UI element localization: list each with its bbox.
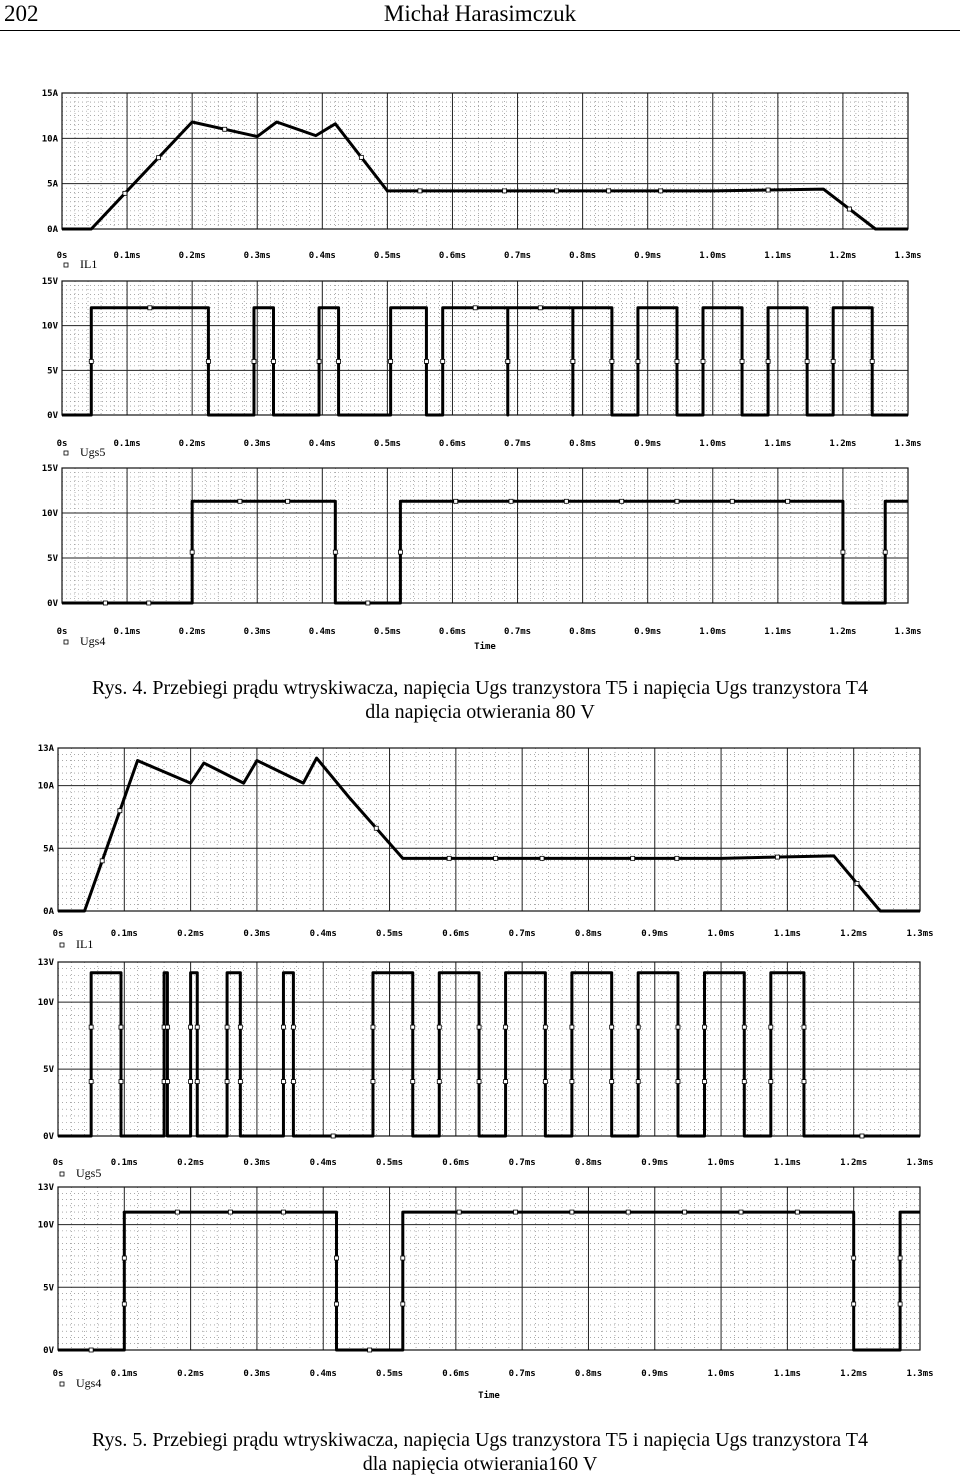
trace-ugs5 [62, 308, 908, 415]
x-tick-label: 0.2ms [177, 1369, 205, 1379]
trace-marker [766, 359, 770, 363]
y-tick-label: 10V [41, 321, 58, 332]
trace-marker [636, 1025, 640, 1029]
y-tick-label: 13A [37, 744, 54, 754]
x-tick-label: 1.2ms [840, 1369, 868, 1379]
trace-marker [374, 826, 378, 830]
trace-marker [447, 856, 451, 860]
y-tick-label: 5V [47, 554, 58, 564]
trace-marker [730, 499, 734, 503]
x-tick-label: 0.3ms [243, 439, 271, 449]
trace-marker [564, 499, 568, 503]
x-tick-label: 1.3ms [894, 251, 922, 261]
trace-marker [477, 1025, 481, 1029]
trace-marker [165, 1025, 169, 1029]
trace-marker [509, 499, 513, 503]
trace-marker [189, 1080, 193, 1084]
trace-marker [504, 1080, 508, 1084]
trace-marker [675, 499, 679, 503]
trace-marker [775, 855, 779, 859]
trace-marker [401, 1256, 405, 1260]
trace-marker [841, 550, 845, 554]
x-tick-label: 0.6ms [438, 627, 467, 637]
x-tick-label: 1.1ms [773, 929, 801, 939]
y-tick-label: 10V [41, 509, 58, 519]
figure-4-caption-line-1: Rys. 4. Przebiegi prądu wtryskiwacza, napięcia Ugs tranzystora T5 i napięcia Ugs tranzystora T4 [92, 677, 868, 699]
y-tick-label: 0V [43, 1346, 54, 1356]
legend-label: Ugs4 [76, 1376, 102, 1390]
trace-marker [368, 1348, 372, 1352]
trace-marker [119, 1080, 123, 1084]
trace-marker [195, 1025, 199, 1029]
trace-marker [852, 1256, 856, 1260]
x-tick-label: 0.5ms [373, 439, 401, 449]
y-tick-label: 13V [37, 1183, 54, 1193]
trace-marker [281, 1025, 285, 1029]
trace-marker [610, 1080, 614, 1084]
trace-marker [238, 1080, 242, 1084]
legend-marker-icon [64, 451, 68, 455]
y-tick-label: 5A [47, 179, 58, 190]
panel-4-il1 [38, 744, 934, 951]
trace-marker [883, 550, 887, 554]
x-tick-label: 1.3ms [894, 627, 922, 637]
trace-marker [122, 1302, 126, 1306]
x-tick-label: 1.1ms [773, 1369, 801, 1379]
trace-marker [831, 359, 835, 363]
legend-marker-icon [60, 1382, 64, 1386]
trace-marker [398, 550, 402, 554]
x-tick-label: 1.1ms [773, 1158, 801, 1168]
x-tick-label: 0s [52, 1158, 64, 1168]
x-tick-label: 1.2ms [829, 251, 857, 261]
x-tick-label: 1.3ms [894, 439, 922, 449]
x-tick-label: 1.1ms [764, 627, 792, 637]
x-tick-label: 1.2ms [829, 439, 857, 449]
trace-marker [703, 1025, 707, 1029]
panel-6-ugs4 [38, 1183, 934, 1401]
trace-marker [676, 1080, 680, 1084]
trace-marker [610, 359, 614, 363]
trace-marker [802, 1080, 806, 1084]
trace-marker [636, 359, 640, 363]
trace-marker [494, 856, 498, 860]
figure-5-caption-line-2: dla napięcia otwierania160 V [362, 1453, 598, 1475]
x-tick-label: 0.4ms [309, 929, 337, 939]
page-author: Michał Harasimczuk [383, 1, 577, 26]
trace-marker [175, 1210, 179, 1214]
trace-marker [286, 499, 290, 503]
trace-marker [898, 1256, 902, 1260]
trace-marker [118, 809, 122, 813]
trace-marker [119, 1025, 123, 1029]
trace-marker [543, 1080, 547, 1084]
trace-marker [571, 359, 575, 363]
trace-marker [89, 1025, 93, 1029]
x-tick-label: 0.4ms [309, 1369, 337, 1379]
trace-marker [555, 189, 559, 193]
trace-marker [802, 1025, 806, 1029]
trace-marker [366, 601, 370, 605]
x-tick-label: 0.6ms [442, 929, 470, 939]
trace-marker [620, 499, 624, 503]
trace-marker [898, 1302, 902, 1306]
x-tick-label: 1.0ms [707, 1158, 735, 1168]
trace-marker [739, 1210, 743, 1214]
trace-marker [371, 1025, 375, 1029]
x-tick-label: 0.4ms [308, 439, 336, 449]
trace-marker [441, 359, 445, 363]
trace-marker [272, 359, 276, 363]
x-tick-label: 0.4ms [308, 627, 336, 637]
trace-marker [636, 1080, 640, 1084]
x-tick-label: 0.1ms [113, 251, 141, 261]
trace-marker [786, 499, 790, 503]
x-tick-label: 0.1ms [113, 627, 141, 637]
legend-marker-icon [60, 1172, 64, 1176]
trace-marker [742, 1080, 746, 1084]
y-tick-label: 0V [43, 1132, 54, 1142]
trace-marker [701, 359, 705, 363]
x-tick-label: 1.0ms [699, 627, 727, 637]
trace-marker [424, 359, 428, 363]
figure-5-caption [0, 1428, 960, 1476]
x-tick-label: 1.3ms [906, 1369, 934, 1379]
trace-marker [89, 359, 93, 363]
trace-marker [769, 1025, 773, 1029]
trace-marker [238, 1025, 242, 1029]
legend-label: Ugs4 [80, 634, 106, 648]
trace-marker [659, 189, 663, 193]
x-tick-label: 1.0ms [707, 929, 735, 939]
trace-marker [291, 1025, 295, 1029]
x-tick-label: 0s [52, 929, 64, 939]
x-tick-label: 0.1ms [110, 1369, 138, 1379]
x-tick-label: 0.6ms [442, 1369, 470, 1379]
trace-marker [610, 1025, 614, 1029]
y-tick-label: 10V [37, 998, 54, 1009]
x-tick-label: 0.7ms [503, 251, 532, 261]
trace-marker [147, 601, 151, 605]
trace-marker [473, 306, 477, 310]
trace-marker [847, 207, 851, 211]
trace-marker [411, 1080, 415, 1084]
trace-marker [401, 1302, 405, 1306]
x-tick-label: 0.9ms [641, 929, 669, 939]
trace-marker [337, 359, 341, 363]
trace-marker [291, 1080, 295, 1084]
trace-marker [503, 189, 507, 193]
x-axis-label: Time [474, 642, 496, 652]
panel-1-il1 [42, 89, 922, 271]
x-tick-label: 0.4ms [308, 251, 336, 261]
legend-marker-icon [60, 943, 64, 947]
trace-marker [206, 359, 210, 363]
trace-marker [89, 1348, 93, 1352]
legend-label: Ugs5 [80, 445, 106, 459]
x-tick-label: 0.8ms [574, 929, 603, 939]
legend-label: IL1 [80, 257, 98, 271]
trace-ugs5 [58, 973, 920, 1136]
trace-marker [855, 881, 859, 885]
x-tick-label: 0.3ms [243, 627, 271, 637]
y-tick-label: 10A [41, 134, 58, 145]
x-tick-label: 0.5ms [375, 1369, 404, 1379]
trace-marker [334, 1256, 338, 1260]
trace-marker [281, 1080, 285, 1084]
x-tick-label: 0.3ms [243, 1158, 271, 1168]
y-tick-label: 5V [47, 366, 58, 377]
trace-marker [281, 1210, 285, 1214]
trace-marker [371, 1080, 375, 1084]
x-tick-label: 0.3ms [243, 251, 271, 261]
panel-5-ugs5 [38, 958, 934, 1180]
x-tick-label: 1.2ms [829, 627, 857, 637]
x-tick-label: 1.0ms [699, 251, 727, 261]
x-tick-label: 0.8ms [569, 251, 597, 261]
x-tick-label: 0s [56, 439, 68, 449]
x-tick-label: 0s [52, 1369, 64, 1379]
trace-marker [437, 1025, 441, 1029]
x-tick-label: 0.9ms [641, 1369, 669, 1379]
x-tick-label: 0.2ms [178, 627, 206, 637]
figure-4-caption-line-2: dla napięcia otwierania 80 V [365, 701, 595, 723]
x-tick-label: 0.4ms [309, 1158, 337, 1168]
trace-marker [683, 1210, 687, 1214]
trace-ugs4 [62, 501, 908, 603]
x-tick-label: 0.7ms [503, 627, 532, 637]
trace-marker [223, 127, 227, 131]
trace-marker [89, 1080, 93, 1084]
legend-marker-icon [64, 640, 68, 644]
legend-marker-icon [64, 263, 68, 267]
y-tick-label: 13V [37, 958, 54, 968]
plot-frame [62, 468, 908, 603]
x-tick-label: 0.5ms [373, 627, 401, 637]
figure-5-caption-line-1: Rys. 5. Przebiegi prądu wtryskiwacza, napięcia Ugs tranzystora T5 i napięcia Ugs tranzystora T4 [92, 1429, 868, 1451]
trace-marker [359, 155, 363, 159]
trace-marker [795, 1210, 799, 1214]
trace-marker [570, 1080, 574, 1084]
x-tick-label: 0.7ms [508, 1369, 536, 1379]
trace-marker [543, 1025, 547, 1029]
x-tick-label: 0.8ms [574, 1158, 603, 1168]
x-tick-label: 0s [56, 251, 68, 261]
trace-marker [457, 1210, 461, 1214]
trace-marker [607, 189, 611, 193]
x-tick-label: 0.7ms [503, 439, 532, 449]
x-tick-label: 0.6ms [438, 251, 467, 261]
x-tick-label: 0.6ms [438, 439, 467, 449]
trace-marker [477, 1080, 481, 1084]
x-tick-label: 0.9ms [634, 627, 662, 637]
y-tick-label: 15V [41, 277, 58, 287]
x-tick-label: 1.0ms [707, 1369, 735, 1379]
trace-marker [334, 1302, 338, 1306]
trace-marker [514, 1210, 518, 1214]
trace-marker [742, 1025, 746, 1029]
x-tick-label: 1.2ms [840, 1158, 868, 1168]
trace-marker [411, 1025, 415, 1029]
y-tick-label: 5V [43, 1065, 54, 1076]
trace-marker [389, 359, 393, 363]
x-tick-label: 0.2ms [178, 251, 206, 261]
trace-marker [675, 856, 679, 860]
figure-4-caption [0, 676, 960, 724]
trace-marker [189, 1025, 193, 1029]
x-tick-label: 0.9ms [634, 251, 662, 261]
y-tick-label: 10A [37, 781, 54, 792]
trace-marker [165, 1080, 169, 1084]
page-number: 202 [4, 1, 39, 26]
x-tick-label: 0.3ms [243, 1369, 271, 1379]
trace-marker [540, 856, 544, 860]
trace-marker [631, 856, 635, 860]
trace-marker [225, 1080, 229, 1084]
y-tick-label: 10V [37, 1220, 54, 1231]
y-tick-label: 0V [47, 599, 58, 609]
x-tick-label: 0.1ms [113, 439, 141, 449]
x-tick-label: 0.2ms [177, 1158, 205, 1168]
x-tick-label: 0.9ms [634, 439, 662, 449]
y-tick-label: 0A [43, 907, 54, 917]
trace-marker [228, 1210, 232, 1214]
trace-marker [225, 1025, 229, 1029]
trace-marker [538, 306, 542, 310]
trace-marker [676, 1025, 680, 1029]
trace-marker [766, 188, 770, 192]
y-tick-label: 0V [47, 411, 58, 421]
x-tick-label: 0s [56, 627, 68, 637]
x-tick-label: 1.0ms [699, 439, 727, 449]
legend-label: IL1 [76, 937, 94, 951]
trace-marker [740, 359, 744, 363]
trace-marker [252, 359, 256, 363]
x-tick-label: 0.3ms [243, 929, 271, 939]
trace-marker [195, 1080, 199, 1084]
x-tick-label: 0.1ms [110, 1158, 138, 1168]
trace-marker [870, 359, 874, 363]
trace-marker [570, 1025, 574, 1029]
x-tick-label: 1.3ms [906, 929, 934, 939]
y-tick-label: 15V [41, 464, 58, 474]
trace-marker [570, 1210, 574, 1214]
trace-il1 [58, 758, 920, 911]
trace-marker [454, 499, 458, 503]
x-tick-label: 0.7ms [508, 1158, 536, 1168]
trace-marker [148, 306, 152, 310]
trace-marker [703, 1080, 707, 1084]
x-tick-label: 1.2ms [840, 929, 868, 939]
trace-marker [506, 359, 510, 363]
plot-frame [62, 93, 908, 229]
trace-marker [504, 1025, 508, 1029]
trace-marker [100, 859, 104, 863]
trace-marker [331, 1134, 335, 1138]
legend-label: Ugs5 [76, 1166, 102, 1180]
x-tick-label: 1.1ms [764, 251, 792, 261]
x-tick-label: 1.3ms [906, 1158, 934, 1168]
trace-marker [190, 550, 194, 554]
y-tick-label: 15A [41, 89, 58, 99]
trace-marker [122, 1256, 126, 1260]
panel-2-ugs5 [42, 277, 922, 459]
y-tick-label: 0A [47, 225, 58, 235]
x-tick-label: 0.1ms [110, 929, 138, 939]
trace-marker [675, 359, 679, 363]
x-tick-label: 1.1ms [764, 439, 792, 449]
trace-marker [123, 191, 127, 195]
x-tick-label: 0.9ms [641, 1158, 669, 1168]
y-tick-label: 5A [43, 844, 54, 855]
x-tick-label: 0.8ms [569, 627, 597, 637]
trace-marker [238, 499, 242, 503]
x-tick-label: 0.2ms [178, 439, 206, 449]
x-tick-label: 0.6ms [442, 1158, 470, 1168]
panel-3-ugs4 [42, 464, 922, 652]
x-tick-label: 0.5ms [375, 1158, 404, 1168]
trace-marker [333, 550, 337, 554]
trace-marker [103, 601, 107, 605]
trace-marker [805, 359, 809, 363]
x-tick-label: 0.8ms [574, 1369, 603, 1379]
trace-marker [626, 1210, 630, 1214]
trace-marker [437, 1080, 441, 1084]
x-tick-label: 0.5ms [375, 929, 404, 939]
plot-frame [62, 281, 908, 415]
x-tick-label: 0.7ms [508, 929, 536, 939]
trace-marker [852, 1302, 856, 1306]
trace-marker [769, 1080, 773, 1084]
trace-marker [418, 189, 422, 193]
y-tick-label: 5V [43, 1283, 54, 1294]
x-tick-label: 0.5ms [373, 251, 401, 261]
trace-marker [157, 156, 161, 160]
x-tick-label: 0.2ms [177, 929, 205, 939]
x-axis-label: Time [478, 1391, 500, 1401]
trace-marker [860, 1134, 864, 1138]
trace-marker [317, 359, 321, 363]
x-tick-label: 0.8ms [569, 439, 597, 449]
